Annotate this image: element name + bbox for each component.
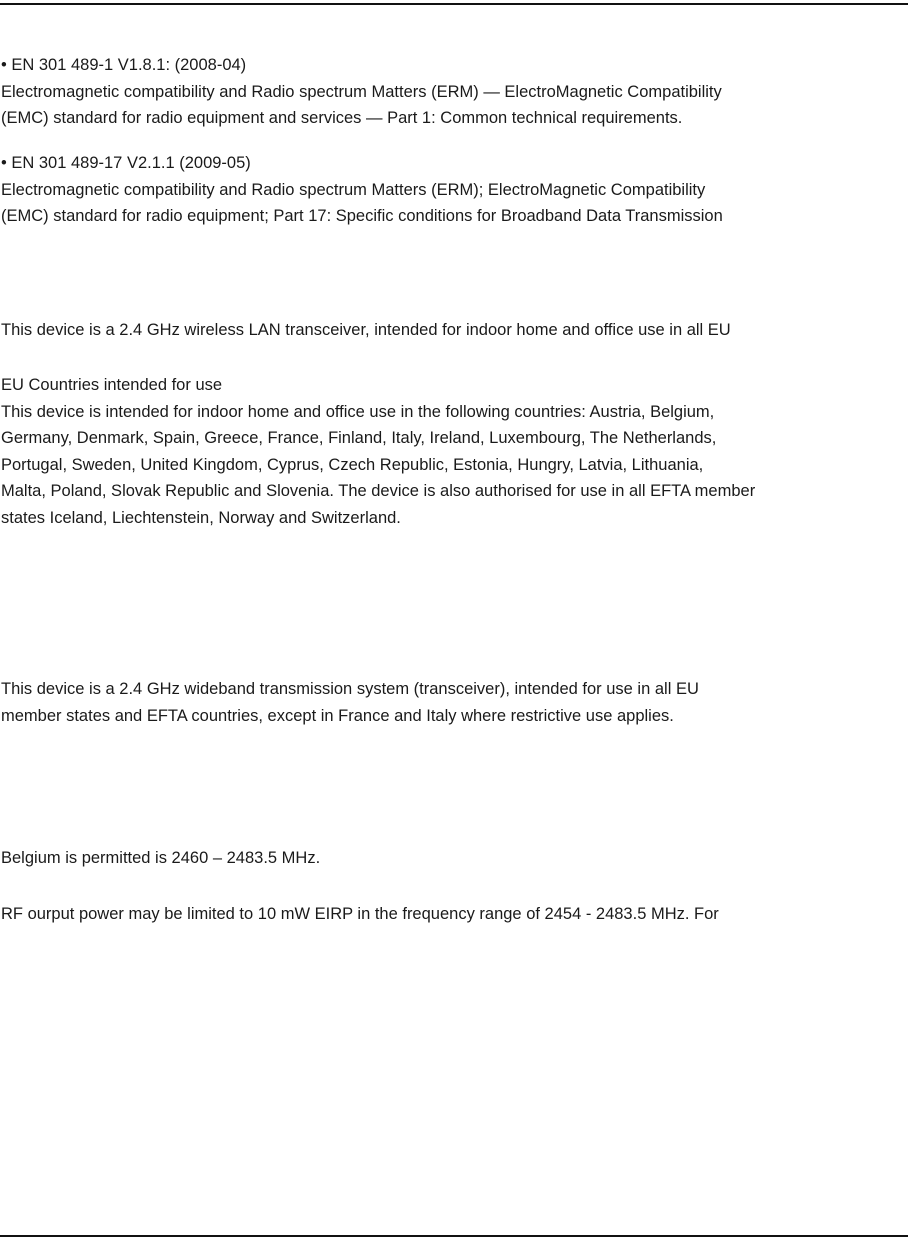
eu-countries-heading: EU Countries intended for use: [1, 376, 223, 394]
eu-countries-section: [1, 372, 906, 531]
belgium-note-text: Belgium is permitted is 2460 – 2483.5 MHz.: [1, 849, 321, 867]
standard-description-line: (EMC) standard for radio equipment and services — Part 1: Common technical requirements.: [1, 109, 683, 127]
top-rule: [0, 3, 908, 5]
bottom-rule: [0, 1235, 908, 1237]
wlan-statement: [1, 317, 906, 344]
eu-countries-line: This device is intended for indoor home and office use in the following countries: Austria, Belgium,: [1, 402, 715, 421]
eu-countries-line: Malta, Poland, Slovak Republic and Slovenia. The device is also authorised for use in all EFTA member: [1, 482, 756, 500]
standard-title: • EN 301 489-17 V2.1.1 (2009-05): [1, 154, 251, 172]
standard-en-301-489-17: [1, 150, 906, 230]
wideband-statement-line: This device is a 2.4 GHz wideband transmission system (transceiver), intended for use in all EU: [1, 680, 699, 698]
standard-description-line: Electromagnetic compatibility and Radio spectrum Matters (ERM); ElectroMagnetic Compatibility: [1, 180, 706, 199]
eu-countries-line: Portugal, Sweden, United Kingdom, Cyprus, Czech Republic, Estonia, Hungry, Latvia, Lithuania,: [1, 455, 704, 474]
standard-description-line: (EMC) standard for radio equipment; Part 17: Specific conditions for Broadband Data Transmission: [1, 207, 723, 225]
wlan-statement-text: This device is a 2.4 GHz wireless LAN transceiver, intended for indoor home and office use in all EU: [1, 321, 731, 339]
eu-countries-line: Germany, Denmark, Spain, Greece, France, Finland, Italy, Ireland, Luxembourg, The Netherlands,: [1, 429, 717, 447]
standard-title: • EN 301 489-1 V1.8.1: (2008-04): [1, 56, 247, 74]
standard-en-301-489-1: [1, 52, 906, 132]
wideband-statement-line: member states and EFTA countries, except in France and Italy where restrictive use applies.: [1, 706, 674, 725]
standard-description-line: Electromagnetic compatibility and Radio spectrum Matters (ERM) — ElectroMagnetic Compatibility: [1, 82, 722, 101]
rf-power-note-text: RF ourput power may be limited to 10 mW EIRP in the frequency range of 2454 - 2483.5 MHz. For: [1, 905, 719, 923]
eu-countries-line: states Iceland, Liechtenstein, Norway and Switzerland.: [1, 508, 401, 527]
wideband-statement: [1, 676, 906, 729]
belgium-note: [1, 845, 906, 872]
rf-power-note: [1, 901, 906, 928]
